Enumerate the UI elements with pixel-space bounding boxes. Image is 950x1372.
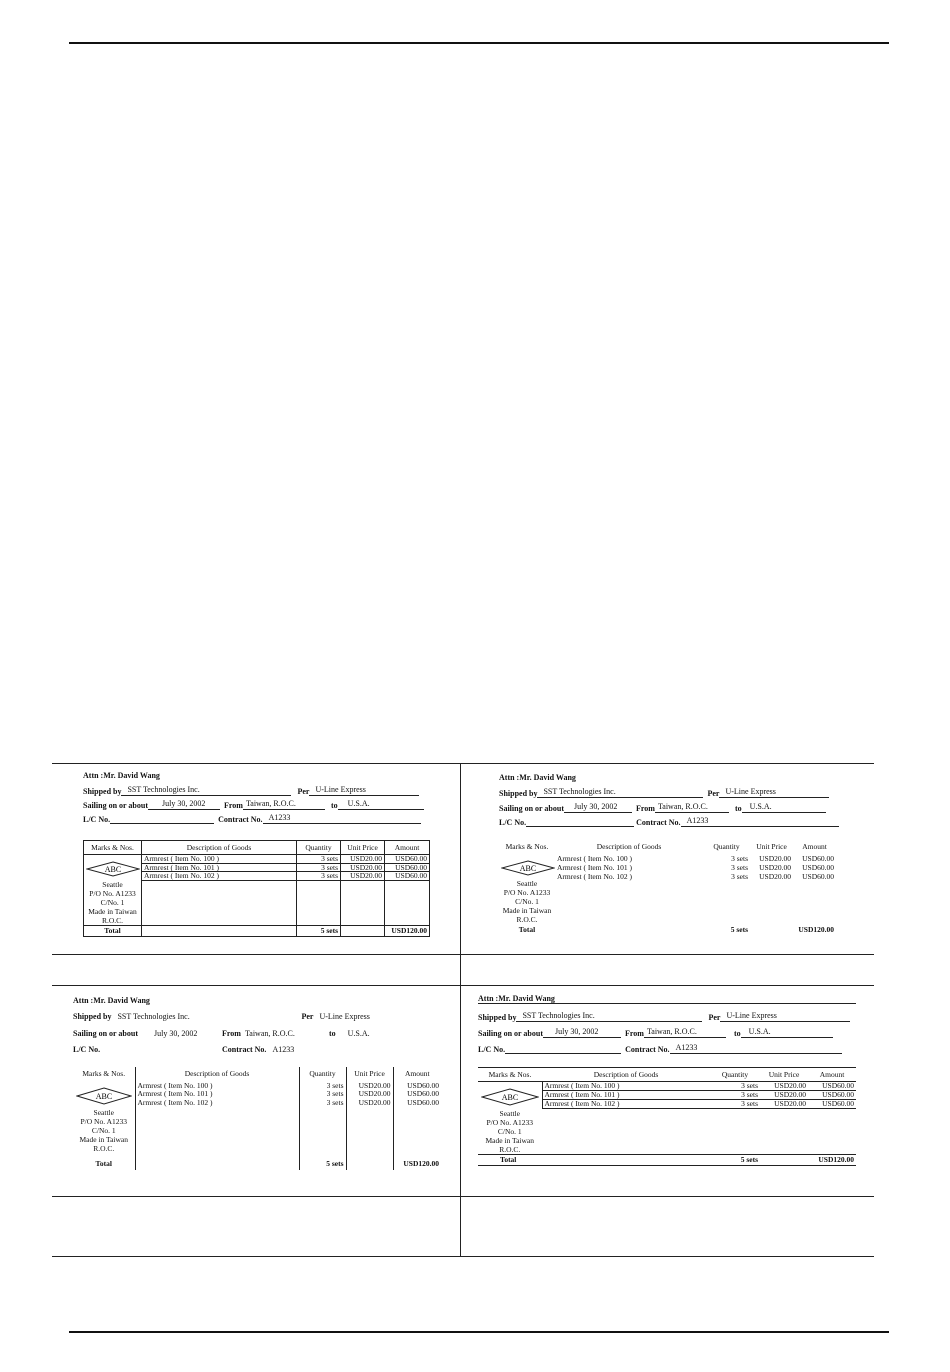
per-value: U-Line Express <box>720 1012 850 1022</box>
col-quantity: Quantity <box>297 841 341 855</box>
item-quantity: 3 sets <box>731 872 748 881</box>
total-row <box>478 1155 856 1166</box>
from-label: From <box>635 804 655 813</box>
item-amount: USD60.00 <box>802 863 834 872</box>
mark-line: Seattle <box>93 1108 114 1117</box>
item-unit-price: USD20.00 <box>759 854 791 863</box>
shipped-by-label: Shipped by <box>73 1012 112 1021</box>
invoice-sample-boxed <box>83 772 429 942</box>
lc-value <box>526 817 634 827</box>
total-amount: USD120.00 <box>393 1159 441 1170</box>
per-value: U-Line Express <box>719 788 829 798</box>
table-row <box>73 1081 441 1090</box>
total-amount: USD120.00 <box>385 926 430 937</box>
item-description: Armrest ( Item No. 100 ) <box>542 1082 710 1091</box>
item-amount: USD60.00 <box>385 863 430 872</box>
date-value: July 30, 2002 <box>543 1028 621 1038</box>
item-quantity: 3 sets <box>299 1090 346 1099</box>
item-amount: USD60.00 <box>385 872 430 881</box>
mark-line: R.O.C. <box>101 916 124 925</box>
col-unit-price: Unit Price <box>756 842 787 852</box>
total-quantity: 5 sets <box>299 1159 346 1170</box>
item-unit-price: USD20.00 <box>346 1098 393 1107</box>
item-quantity: 3 sets <box>299 1081 346 1090</box>
col-description: Description of Goods <box>135 1067 299 1081</box>
to-value: U.S.A. <box>347 1029 370 1038</box>
per-label: Per <box>708 1013 721 1022</box>
to-label: to <box>330 801 338 810</box>
total-amount: USD120.00 <box>798 924 834 934</box>
item-description: Armrest ( Item No. 102 ) <box>135 1098 299 1107</box>
table-row <box>84 855 430 864</box>
item-amount: USD60.00 <box>808 1099 856 1108</box>
col-description: Description of Goods <box>542 1068 710 1082</box>
total-quantity: 5 sets <box>297 926 341 937</box>
mark-line: R.O.C. <box>499 1145 521 1154</box>
item-quantity: 3 sets <box>731 854 748 863</box>
to-value: U.S.A. <box>741 1028 833 1038</box>
shipping-marks <box>84 855 142 926</box>
item-amount: USD60.00 <box>393 1081 441 1090</box>
mark-line: P/O No. A1233 <box>80 1117 127 1126</box>
item-amount: USD60.00 <box>808 1090 856 1099</box>
shipped-by-label: Shipped by <box>83 787 122 796</box>
mark-line: C/No. 1 <box>497 1127 522 1136</box>
mark-line: C/No. 1 <box>91 1126 116 1135</box>
total-amount: USD120.00 <box>808 1155 856 1166</box>
item-unit-price: USD20.00 <box>341 855 385 864</box>
item-amount: USD60.00 <box>385 855 430 864</box>
col-marks: Marks & Nos. <box>73 1067 135 1081</box>
item-unit-price: USD20.00 <box>346 1090 393 1099</box>
item-unit-price: USD20.00 <box>760 1082 808 1091</box>
svg-text:ABC: ABC <box>501 1093 518 1102</box>
item-description: Armrest ( Item No. 100 ) <box>135 1081 299 1090</box>
item-quantity: 3 sets <box>710 1099 760 1108</box>
item-amount: USD60.00 <box>393 1098 441 1107</box>
per-label: Per <box>301 1012 314 1021</box>
contract-label: Contract No. <box>218 815 263 824</box>
grid-line-mid-a <box>52 954 874 955</box>
col-quantity: Quantity <box>710 1068 760 1082</box>
lc-value <box>505 1044 621 1054</box>
item-amount: USD60.00 <box>802 854 834 863</box>
lc-value <box>110 814 214 824</box>
item-unit-price: USD20.00 <box>759 863 791 872</box>
shipping-marks <box>73 1081 135 1159</box>
item-amount: USD60.00 <box>802 872 834 881</box>
shipped-by-label: Shipped by <box>499 789 538 798</box>
svg-text:ABC: ABC <box>104 865 122 874</box>
mark-line: Seattle <box>516 879 538 888</box>
contract-label: Contract No. <box>636 818 681 827</box>
grid-line-mid-b <box>52 985 874 986</box>
col-marks: Marks & Nos. <box>478 1068 542 1082</box>
item-unit-price: USD20.00 <box>346 1081 393 1090</box>
col-marks: Marks & Nos. <box>505 842 549 852</box>
per-value: U-Line Express <box>319 1012 370 1021</box>
date-value: July 30, 2002 <box>153 1029 198 1038</box>
total-label: Total <box>518 924 536 934</box>
from-label: From <box>624 1029 644 1038</box>
from-value: Taiwan, R.O.C. <box>655 803 729 813</box>
per-label: Per <box>297 787 310 796</box>
contract-value: A1233 <box>263 814 421 824</box>
col-amount: Amount <box>802 842 827 852</box>
col-description: Description of Goods <box>142 841 297 855</box>
mark-line: R.O.C. <box>516 915 538 924</box>
lc-label: L/C No. <box>73 1045 101 1054</box>
col-unit-price: Unit Price <box>341 841 385 855</box>
grid-line-mid-c <box>52 1196 874 1197</box>
per-value: U-Line Express <box>309 786 419 796</box>
mark-line: P/O No. A1233 <box>486 1118 533 1127</box>
attn-text: Attn :Mr. David Wang <box>499 773 576 782</box>
item-quantity: 3 sets <box>297 855 341 864</box>
item-description: Armrest ( Item No. 102 ) <box>142 872 297 881</box>
header-rule <box>69 42 889 44</box>
mark-line: Made in Taiwan <box>502 906 552 915</box>
total-row <box>84 926 430 937</box>
item-quantity: 3 sets <box>710 1090 760 1099</box>
shipped-by-value: SST Technologies Inc. <box>117 1012 190 1021</box>
from-value: Taiwan, R.O.C. <box>244 1029 295 1038</box>
date-value: July 30, 2002 <box>148 800 220 810</box>
mark-line: Made in Taiwan <box>485 1136 534 1145</box>
col-amount: Amount <box>393 1067 441 1081</box>
item-unit-price: USD20.00 <box>760 1090 808 1099</box>
mark-line: Made in Taiwan <box>79 1135 128 1144</box>
item-description: Armrest ( Item No. 102 ) <box>542 1099 710 1108</box>
svg-text:ABC: ABC <box>519 864 537 873</box>
contract-value: A1233 <box>272 1045 295 1054</box>
item-description: Armrest ( Item No. 102 ) <box>557 872 632 881</box>
item-description: Armrest ( Item No. 101 ) <box>557 863 632 872</box>
to-label: to <box>328 1029 336 1038</box>
mark-line: Made in Taiwan <box>88 907 137 916</box>
shipped-by-value: SST Technologies Inc. <box>516 1012 702 1022</box>
lc-label: L/C No. <box>499 818 527 827</box>
svg-text:ABC: ABC <box>95 1092 112 1101</box>
shipped-by-value: SST Technologies Inc. <box>121 786 291 796</box>
mark-line: Seattle <box>102 880 123 889</box>
lc-label: L/C No. <box>478 1045 506 1054</box>
shipping-marks <box>478 1082 542 1155</box>
date-value: July 30, 2002 <box>564 803 632 813</box>
total-quantity: 5 sets <box>710 1155 760 1166</box>
item-description: Armrest ( Item No. 100 ) <box>557 854 632 863</box>
col-unit-price: Unit Price <box>346 1067 393 1081</box>
total-row <box>73 1159 441 1170</box>
item-description: Armrest ( Item No. 101 ) <box>542 1090 710 1099</box>
item-amount: USD60.00 <box>393 1090 441 1099</box>
item-quantity: 3 sets <box>299 1098 346 1107</box>
sailing-label: Sailing on or about <box>499 804 564 813</box>
attn-text: Attn :Mr. David Wang <box>73 996 150 1005</box>
table-row <box>478 1082 856 1091</box>
item-description: Armrest ( Item No. 101 ) <box>135 1090 299 1099</box>
invoice-sample-columns <box>73 997 441 1177</box>
total-label: Total <box>84 926 142 937</box>
mark-line: P/O No. A1233 <box>89 889 136 898</box>
item-description: Armrest ( Item No. 100 ) <box>142 855 297 864</box>
footer-rule <box>69 1331 889 1333</box>
item-unit-price: USD20.00 <box>759 872 791 881</box>
mark-line: P/O No. A1233 <box>503 888 551 897</box>
item-quantity: 3 sets <box>710 1082 760 1091</box>
sailing-label: Sailing on or about <box>478 1029 543 1038</box>
from-label: From <box>221 1029 241 1038</box>
goods-table <box>83 840 430 937</box>
shipping-marks <box>499 854 555 924</box>
total-label: Total <box>478 1155 542 1166</box>
per-label: Per <box>707 789 720 798</box>
to-label: to <box>734 804 742 813</box>
contract-value: A1233 <box>681 817 839 827</box>
sailing-label: Sailing on or about <box>73 1029 138 1038</box>
contract-label: Contract No. <box>625 1045 670 1054</box>
to-label: to <box>733 1029 741 1038</box>
table-row <box>499 854 836 863</box>
invoice-sample-plain <box>499 774 836 939</box>
mark-line: Seattle <box>499 1109 520 1118</box>
col-unit-price: Unit Price <box>760 1068 808 1082</box>
col-quantity: Quantity <box>299 1067 346 1081</box>
attn-text: Attn :Mr. David Wang <box>478 995 856 1004</box>
shipped-by-label: Shipped by <box>478 1013 517 1022</box>
from-label: From <box>223 801 243 810</box>
abc-diamond-icon <box>501 860 555 876</box>
item-description: Armrest ( Item No. 101 ) <box>142 863 297 872</box>
to-value: U.S.A. <box>742 803 826 813</box>
col-amount: Amount <box>808 1068 856 1082</box>
contract-value: A1233 <box>670 1044 842 1054</box>
abc-diamond-icon <box>76 1087 132 1105</box>
lc-label: L/C No. <box>83 815 111 824</box>
col-amount: Amount <box>385 841 430 855</box>
total-row <box>499 924 836 935</box>
item-quantity: 3 sets <box>731 863 748 872</box>
total-label: Total <box>73 1159 135 1170</box>
contract-label: Contract No. <box>222 1045 267 1054</box>
col-marks: Marks & Nos. <box>84 841 142 855</box>
invoice-sample-rows <box>478 995 856 1177</box>
goods-table <box>499 840 836 935</box>
item-unit-price: USD20.00 <box>341 863 385 872</box>
total-quantity: 5 sets <box>730 924 748 934</box>
mark-line: C/No. 1 <box>515 897 539 906</box>
abc-diamond-icon <box>86 861 140 877</box>
to-value: U.S.A. <box>338 800 424 810</box>
grid-line-vertical <box>460 763 461 1257</box>
grid-line-top <box>52 763 874 764</box>
abc-diamond-icon <box>481 1088 539 1106</box>
sailing-label: Sailing on or about <box>83 801 148 810</box>
grid-line-bottom <box>52 1256 874 1257</box>
col-quantity: Quantity <box>713 842 740 852</box>
mark-line: R.O.C. <box>93 1144 115 1153</box>
goods-table <box>478 1067 856 1166</box>
goods-table <box>73 1067 441 1170</box>
shipped-by-value: SST Technologies Inc. <box>537 788 703 798</box>
item-quantity: 3 sets <box>297 863 341 872</box>
mark-line: C/No. 1 <box>100 898 125 907</box>
from-value: Taiwan, R.O.C. <box>644 1028 726 1038</box>
item-unit-price: USD20.00 <box>341 872 385 881</box>
attn-text: Attn :Mr. David Wang <box>83 771 160 780</box>
from-value: Taiwan, R.O.C. <box>243 800 325 810</box>
item-unit-price: USD20.00 <box>760 1099 808 1108</box>
item-amount: USD60.00 <box>808 1082 856 1091</box>
col-description: Description of Goods <box>596 842 662 852</box>
item-quantity: 3 sets <box>297 872 341 881</box>
